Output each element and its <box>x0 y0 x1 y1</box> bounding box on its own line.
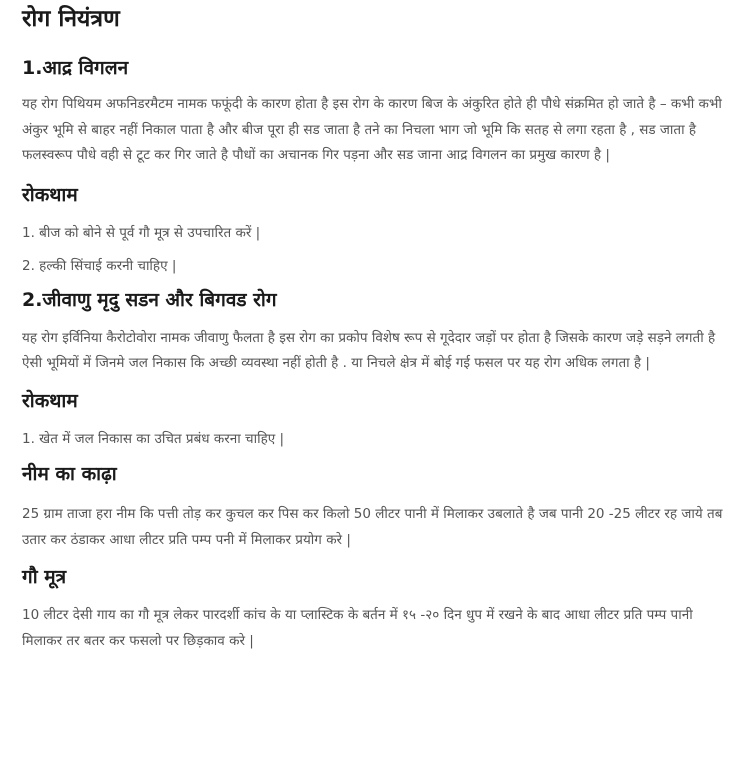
page-title: रोग नियंत्रण <box>22 6 120 32</box>
section-heading-prevention-2: रोकथाम <box>22 389 78 412</box>
section-paragraph-neem-decoction: 25 ग्राम ताजा हरा नीम कि पत्ती तोड़ कर कुचल कर पिस कर किलो 50 लीटर पानी में मिलाकर उबलाते है जब पानी 20 -25 लीटर रह जाये तब उतार कर ठंडाकर आधा लीटर प्रति पम्प पनी में मिलाकर प्रयोग करे | <box>22 506 723 548</box>
section-heading-bacterial-soft-rot: 2.जीवाणु मृदु सडन और बिगवड रोग <box>22 288 277 311</box>
section-heading-neem-decoction: नीम का काढ़ा <box>22 463 117 485</box>
section-paragraph-bacterial-soft-rot: यह रोग इर्विनिया कैरोटोवोरा नामक जीवाणु फैलता है इस रोग का प्रकोप विशेष रूप से गूदेदार जड़ों पर होता है जिसके कारण जड़े सड़ने लगती है ऐसी भूमियों में जिनमे जल निकास कि अच्छी व्यवस्था नहीं होती है . या निचले क्षेत्र में बोई गई फसल पर यह रोग अधिक लगता है | <box>22 329 716 371</box>
section-heading-cow-urine: गौ मूत्र <box>22 566 67 588</box>
section-paragraph-cow-urine: 10 लीटर देसी गाय का गौ मूत्र लेकर पारदर्शी कांच के या प्लास्टिक के बर्तन में १५ -२० दिन धुप में रखने के बाद आधा लीटर प्रति पम्प पानी मिलाकर तर बतर कर फसलो पर छिड़काव करे | <box>22 607 693 649</box>
prevention-item: 2. हल्की सिंचाई करनी चाहिए | <box>22 258 177 274</box>
section-paragraph-damping-off: यह रोग पिथियम अफनिडरमैटम नामक फफूंदी के कारण होता है इस रोग के कारण बिज के अंकुरित होते ही पौधे संक्रमित हो जाते है – कभी कभी अंकुर भूमि से बाहर नहीं निकाल पाता है और बीज पूरा ही सड जाता है तने का निचला भाग जो भूमि कि सतह से लगा रहता है , सड जाता है फलस्वरूप पौधे वही से टूट कर गिर जाते है पौधों का अचानक गिर पड़ना और सड जाना आद्र विगलन का प्रमुख कारण है | <box>22 96 722 163</box>
section-heading-damping-off: 1.आद्र विगलन <box>22 57 129 79</box>
section-heading-prevention-1: रोकथाम <box>22 183 78 206</box>
prevention-item: 1. खेत में जल निकास का उचित प्रबंध करना चाहिए | <box>22 430 285 447</box>
prevention-item: 1. बीज को बोने से पूर्व गौ मूत्र से उपचारित करें | <box>22 224 261 241</box>
